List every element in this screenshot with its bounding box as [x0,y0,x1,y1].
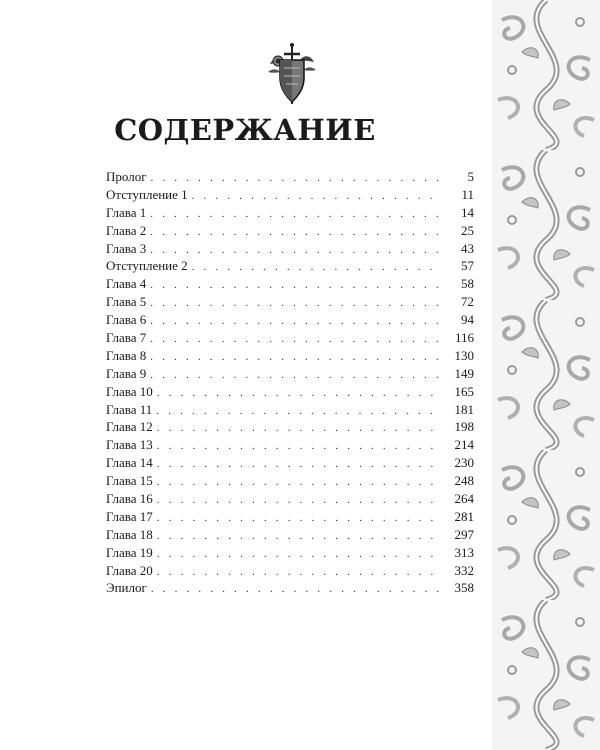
toc-entry-page-number: 313 [454,544,474,560]
toc-entry-page-number: 11 [461,186,474,202]
dot-leader [151,170,442,188]
toc-entry-page-number: 248 [454,473,474,489]
toc-entry-page-number: 25 [461,222,474,238]
dot-leader [157,528,442,546]
toc-entry [106,204,474,222]
toc-entry-page-number: 57 [461,258,474,274]
toc-entry [106,454,474,472]
dot-leader [150,224,442,242]
dot-leader [150,242,442,260]
toc-entry-label: Глава 3 [106,240,147,256]
dot-leader [157,385,442,403]
toc-entry-label: Глава 2 [106,222,147,238]
toc-entry-page-number: 130 [454,347,474,363]
toc-entry-label: Глава 18 [106,526,153,542]
toc-entry [106,347,474,365]
toc-entry-label: Отступление 2 [106,258,188,274]
toc-entry [106,186,474,204]
toc-entry-label: Глава 14 [106,455,153,471]
floral-ornament-icon [492,0,600,750]
toc-entry-label: Глава 11 [106,401,153,417]
toc-entry [106,526,474,544]
toc-entry [106,472,474,490]
toc-entry [106,383,474,401]
toc-entry-page-number: 165 [454,383,474,399]
dot-leader [150,367,442,385]
toc-entry-page-number: 14 [461,204,474,220]
toc-entry-label: Глава 4 [106,276,147,292]
toc-entry-page-number: 230 [454,455,474,471]
toc-entry [106,401,474,419]
toc-entry-label: Глава 10 [106,383,153,399]
toc-entry-label: Глава 17 [106,508,153,524]
toc-entry-page-number: 297 [454,526,474,542]
toc-entry-label: Глава 13 [106,437,153,453]
toc-entry-page-number: 58 [461,276,474,292]
toc-entry-page-number: 332 [454,562,474,578]
toc-entry [106,311,474,329]
dot-leader [150,349,442,367]
toc-entry-page-number: 149 [454,365,474,381]
dot-leader [157,492,442,510]
toc-entry-label: Глава 5 [106,294,147,310]
toc-entry-label: Глава 9 [106,365,147,381]
shield-with-sword-and-rose-icon [264,42,320,108]
dot-leader [150,206,442,224]
toc-entry [106,562,474,580]
dot-leader [157,420,442,438]
toc-entry [106,544,474,562]
toc-entry-label: Глава 20 [106,562,153,578]
page-title: СОДЕРЖАНИЕ [114,113,376,147]
dot-leader [150,313,442,331]
dot-leader [150,331,442,349]
toc-entry-label: Глава 8 [106,347,147,363]
toc-entry-page-number: 94 [461,312,474,328]
toc-entry-label: Пролог [106,169,147,184]
toc-entry [106,579,474,597]
toc-entry-label: Глава 16 [106,491,153,507]
toc-entry-label: Глава 6 [106,312,147,328]
toc-entry [106,508,474,526]
dot-leader [157,564,442,582]
toc-entry [106,222,474,240]
toc-entry-page-number: 358 [454,580,474,596]
toc-entry-page-number: 43 [461,240,474,256]
toc-entry-label: Отступление 1 [106,186,188,202]
toc-entry-label: Глава 15 [106,473,153,489]
dot-leader [156,403,442,421]
dot-leader [192,188,442,206]
toc-entry [106,329,474,347]
toc-entry [106,275,474,293]
toc-entry-label: Глава 7 [106,330,147,346]
toc-entry [106,418,474,436]
toc-entry [106,436,474,454]
toc-entry-label: Глава 12 [106,419,153,435]
toc-entry-page-number: 72 [461,294,474,310]
dot-leader [157,510,442,528]
toc-entry [106,257,474,275]
toc-entry-page-number: 181 [454,401,474,417]
toc-entry-page-number: 281 [454,508,474,524]
toc-entry-page-number: 198 [454,419,474,435]
dot-leader [157,438,442,456]
toc-entry [106,293,474,311]
dot-leader [151,581,442,599]
dot-leader [192,259,442,277]
toc-entry-page-number: 264 [454,491,474,507]
toc-entry [106,490,474,508]
toc-entry [106,365,474,383]
toc-entry [106,240,474,258]
toc-entry-label: Эпилог [106,580,147,596]
dot-leader [150,277,442,295]
dot-leader [157,456,442,474]
table-of-contents [106,168,474,597]
dot-leader [157,474,442,492]
toc-entry-page-number: 214 [454,437,474,453]
toc-entry [106,168,474,186]
toc-entry-label: Глава 19 [106,544,153,560]
toc-entry-page-number: 5 [467,169,474,184]
dot-leader [157,546,442,564]
dot-leader [150,295,442,313]
toc-entry-page-number: 116 [454,330,474,346]
toc-entry-label: Глава 1 [106,204,147,220]
